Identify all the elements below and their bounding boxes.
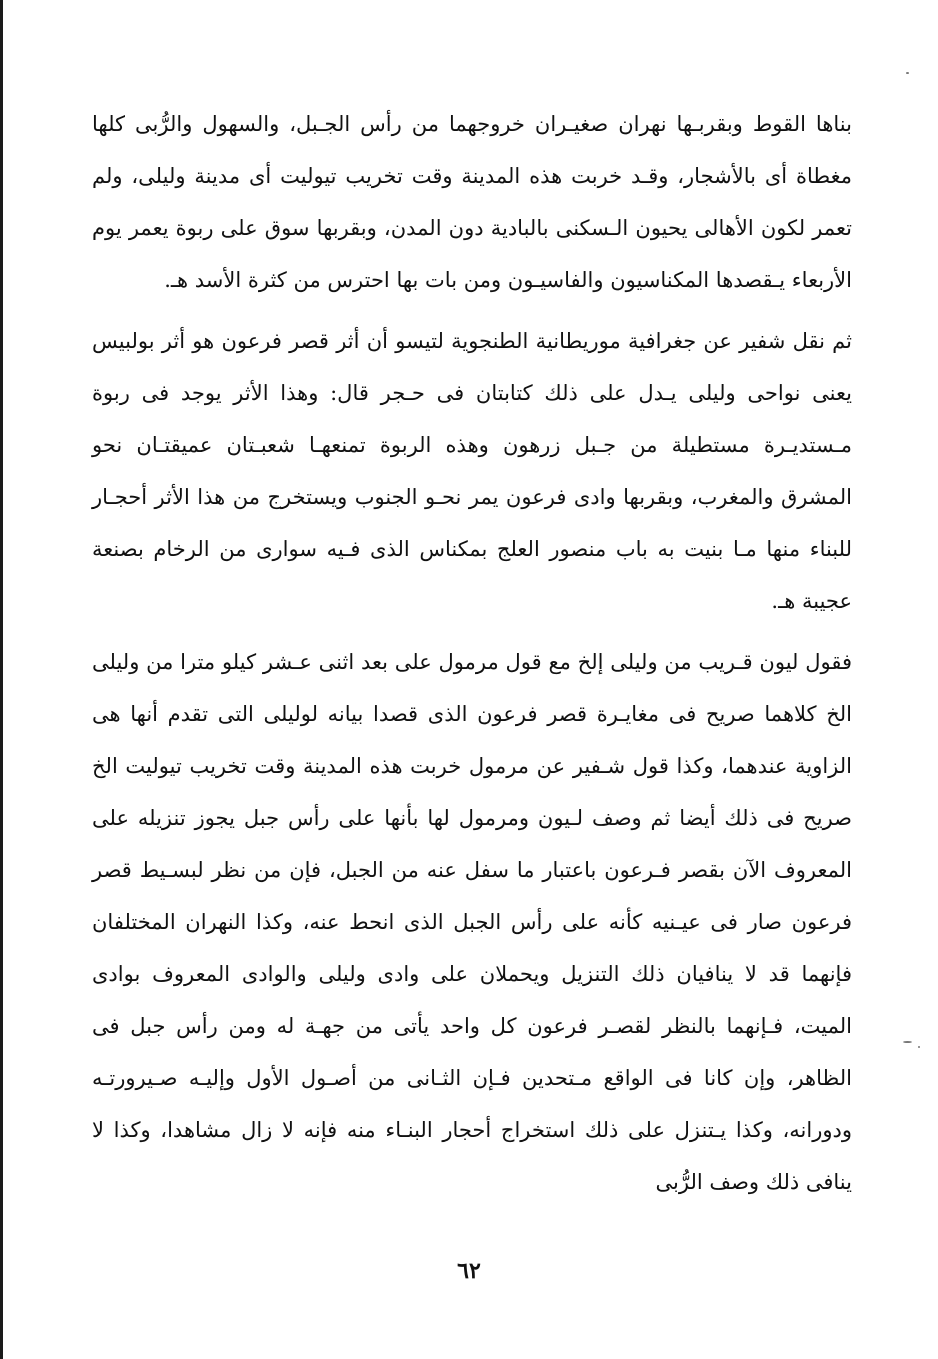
scan-left-edge [0, 0, 3, 1359]
scan-speck [918, 1046, 920, 1048]
page-number: ٦٢ [457, 1258, 481, 1284]
scan-speck [906, 72, 909, 74]
paragraph-1: بناها القوط وبقربـها نهران صغيـران خروجهما من رأس الجـبل، والسهول والرُّبى كلها مغطاة أى بالأشجار، وقـد خربت هذه المدينة وقت تخريب تيوليت أى مدينة وليلى، ولم تعمر لكون الأهالى يحيون الـسكنى بالبادية دون المدن، وبقربها سوق على ربوة يعمر يوم الأربعاء يـقصدها المكناسيون والفاسيـون ومن بات بها احترس من كثرة الأسد هـ. [92, 112, 852, 292]
paragraph-3: فقول ليون قـريب من وليلى إلخ مع قول مرمول على بعد اثنى عـشر كيلو مترا من وليلى الخ كلاهما صريح فى مغايـرة قصر فرعون الذى قصدا بيانه لوليلى التى تقدم أنها هى الزاوية عندهما، وكذا قول شـفير عن مرمول خربت هذه المدينة وقت تخريب تيوليت الخ صريح فى ذلك أيضا ثم وصف لـيون ومرمول لها بأنها على رأس جبل يجوز تنزيله على المعروف الآن بقصر فـرعون باعتبار ما سفل عنه من الجبل، فإن من نظر لبسـيط قصر فرعون صار فى عيـنيه كأنه على رأس الجبل الذى انحط عنه، وكذا النهران المختلفان فإنهما قد لا ينافيان ذلك التنزيل ويحملان على وادى وليلى والوادى المعروف بوادى الميت، فـإنهما بالنظر لقصـر فرعون كل واحد يأتى من جهـة له ومن رأس جبل فى الظاهر، وإن كانا فى الواقع مـتحدين فـإن الثـانى من أصـول الأول وإليـه صـيرورتـه ودورانه، وكذا يـتنزل على ذلك استخراج أحجار البنـاء منه فإنه لا زال مشاهدا، وكذا لا ينافى ذلك وصف الرُّبى [92, 650, 852, 1194]
scan-speck [903, 1041, 912, 1043]
document-page [92, 98, 852, 1208]
paragraph-2: ثم نقل شفير عن جغرافية موريطانية الطنجوية لتيسو أن أثر قصر فرعون هو أثر بولبيس يعنى نواحى وليلى يـدل على ذلك كتابتان فى حـجر قال: وهذا الأثر يوجد فى ربوة مـستديـرة مستطيلة من جـبل زرهون وهذه الربوة تمنعهـا شعبـتان عميقتـان نحو المشرق والمغرب، وبقربها وادى فرعون يمر نحـو الجنوب ويستخرج من هذا الأثر أحجـار للبناء منها مـا بنيت به باب منصور العلج بمكناس الذى فـيه سوارى من الرخام بصنعة عجيبة هـ. [92, 329, 852, 613]
